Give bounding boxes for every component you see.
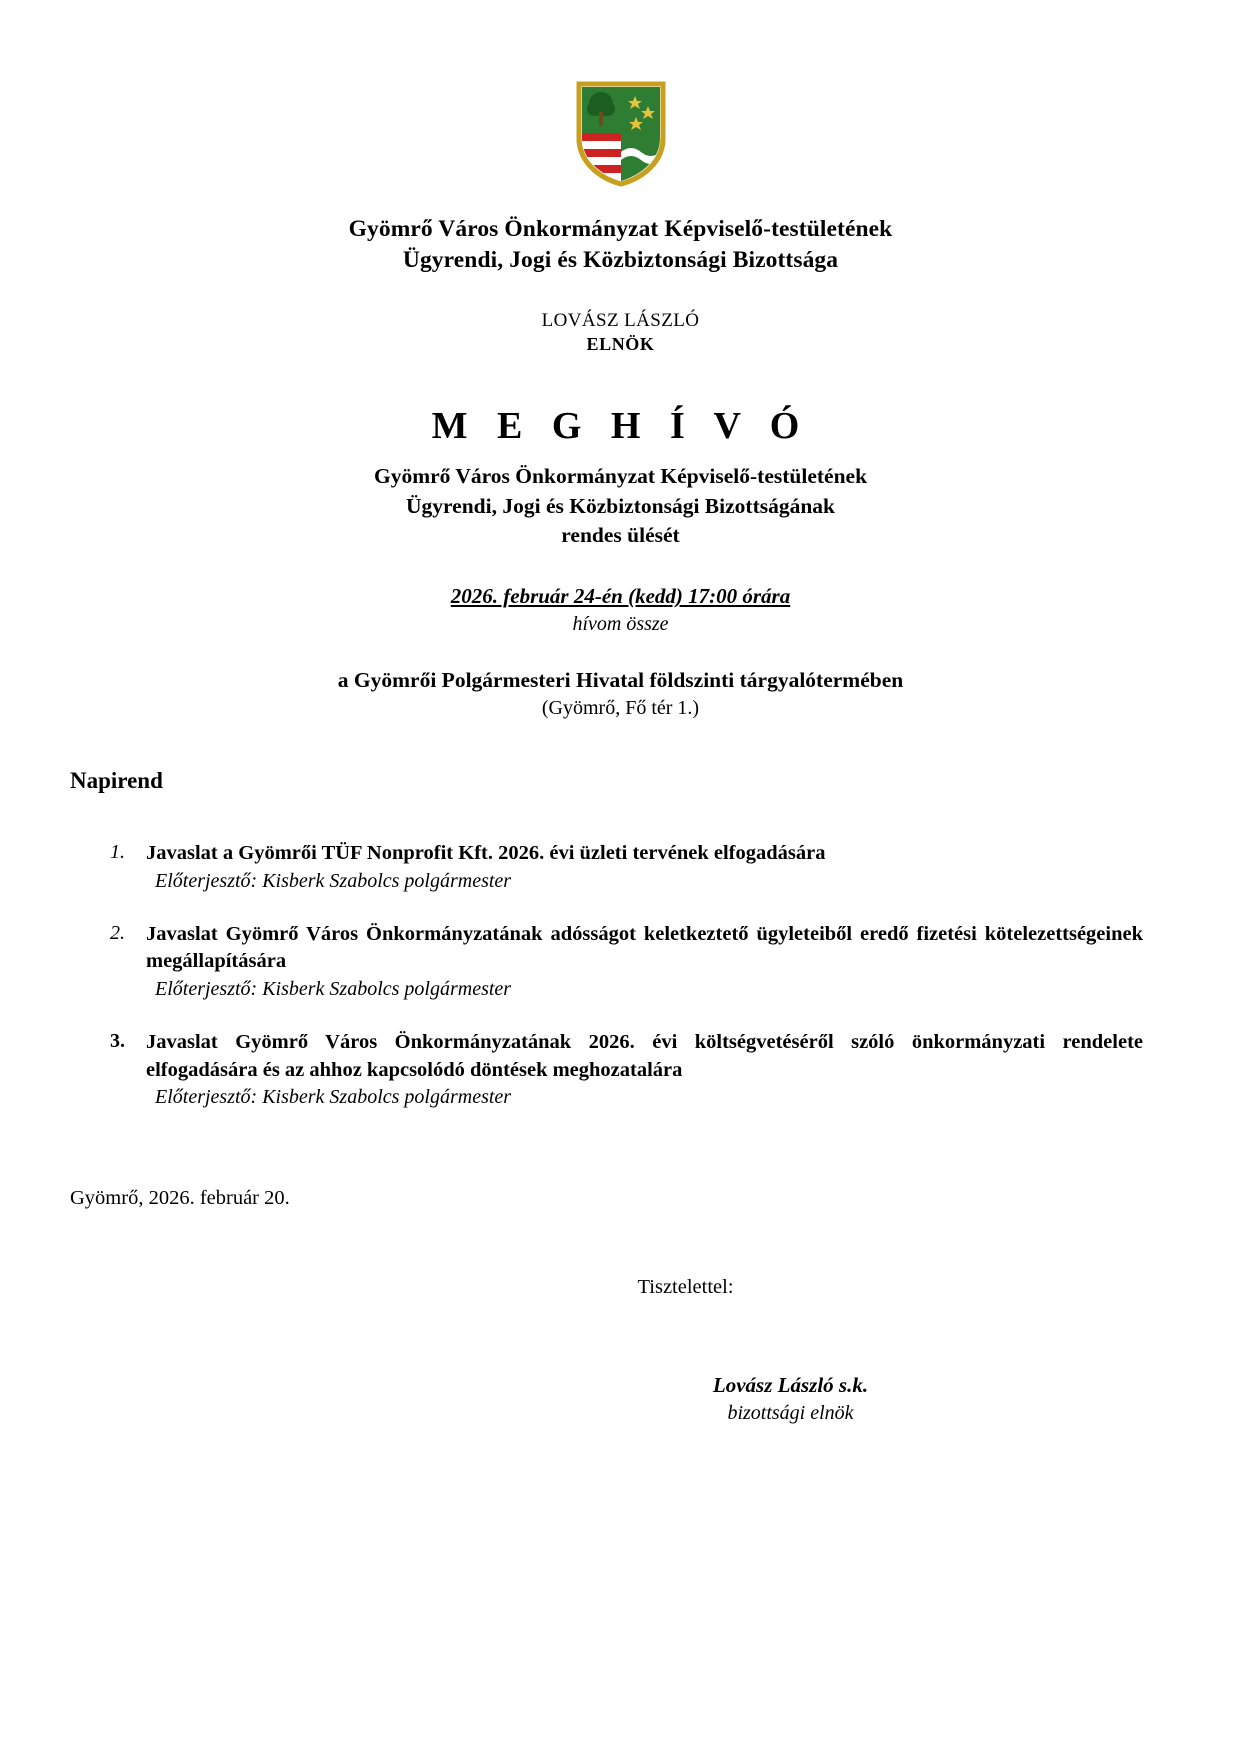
agenda-item	[110, 840, 1143, 893]
agenda-heading: Napirend	[70, 768, 163, 794]
signature-role: bizottsági elnök	[727, 1401, 854, 1424]
convene-text: hívom össze	[572, 613, 669, 636]
invitation-subject-line3: rendes ülését	[561, 522, 680, 547]
organization-title	[78, 214, 1163, 276]
agenda-item-text: Javaslat Gyömrő Város Önkormányzatának 2026. évi költségvetéséről szóló önkormányzati rendelete elfogadására és az ahhoz kapcsolódó döntések meghozatalára	[146, 1031, 1143, 1081]
agenda-item-number: 3.	[110, 1030, 125, 1053]
organization-title-line1: Gyömrő Város Önkormányzat Képviselő-testületének	[348, 216, 893, 242]
signature-name: Lovász László s.k.	[712, 1373, 869, 1398]
agenda-item-body	[146, 921, 1143, 1001]
meeting-venue: a Gyömrői Polgármesteri Hivatal földszinti tárgyalótermében	[337, 668, 904, 693]
invitation-subject-line2: Ügyrendi, Jogi és Közbiztonsági Bizottságának	[405, 493, 836, 518]
agenda-item-presenter: Előterjesztő: Kisberk Szabolcs polgármester	[155, 1086, 512, 1109]
agenda-item	[110, 1029, 1143, 1109]
crest-container	[78, 80, 1163, 188]
meeting-venue-address: (Gyömrő, Fő tér 1.)	[541, 697, 700, 720]
meeting-datetime-block	[78, 584, 1163, 636]
agenda-item-presenter: Előterjesztő: Kisberk Szabolcs polgármester	[155, 978, 512, 1001]
coat-of-arms-icon	[575, 80, 667, 188]
agenda-list	[110, 840, 1143, 1109]
meeting-datetime: 2026. február 24-én (kedd) 17:00 órára	[450, 584, 791, 609]
signature-block	[78, 1371, 1163, 1426]
invitation-subject-line1: Gyömrő Város Önkormányzat Képviselő-testületének	[373, 464, 868, 489]
agenda-item-body	[146, 1029, 1143, 1109]
agenda-item-number: 2.	[110, 921, 125, 944]
agenda-item-text: Javaslat a Gyömrői TÜF Nonprofit Kft. 2026. évi üzleti tervének elfogadására	[146, 842, 826, 865]
agenda-item-number: 1.	[110, 841, 125, 864]
chair-block	[78, 309, 1163, 356]
chair-name: LOVÁSZ LÁSZLÓ	[541, 310, 700, 332]
organization-title-line2: Ügyrendi, Jogi és Közbiztonsági Bizottsága	[402, 247, 839, 274]
agenda-item-presenter: Előterjesztő: Kisberk Szabolcs polgármester	[155, 869, 512, 892]
page-title: M E G H Í V Ó	[431, 405, 810, 448]
chair-role: ELNÖK	[586, 334, 655, 355]
regards-text: Tisztelettel:	[637, 1276, 734, 1299]
meeting-venue-block	[78, 668, 1163, 720]
place-and-date: Gyömrő, 2026. február 20.	[70, 1187, 290, 1210]
invitation-subject	[78, 462, 1163, 550]
agenda-item-body	[146, 840, 1143, 893]
agenda-item-text: Javaslat Gyömrő Város Önkormányzatának adósságot keletkeztető ügyleteiből eredő fizetési kötelezettségeinek megállapítására	[146, 922, 1143, 973]
agenda-item	[110, 921, 1143, 1001]
